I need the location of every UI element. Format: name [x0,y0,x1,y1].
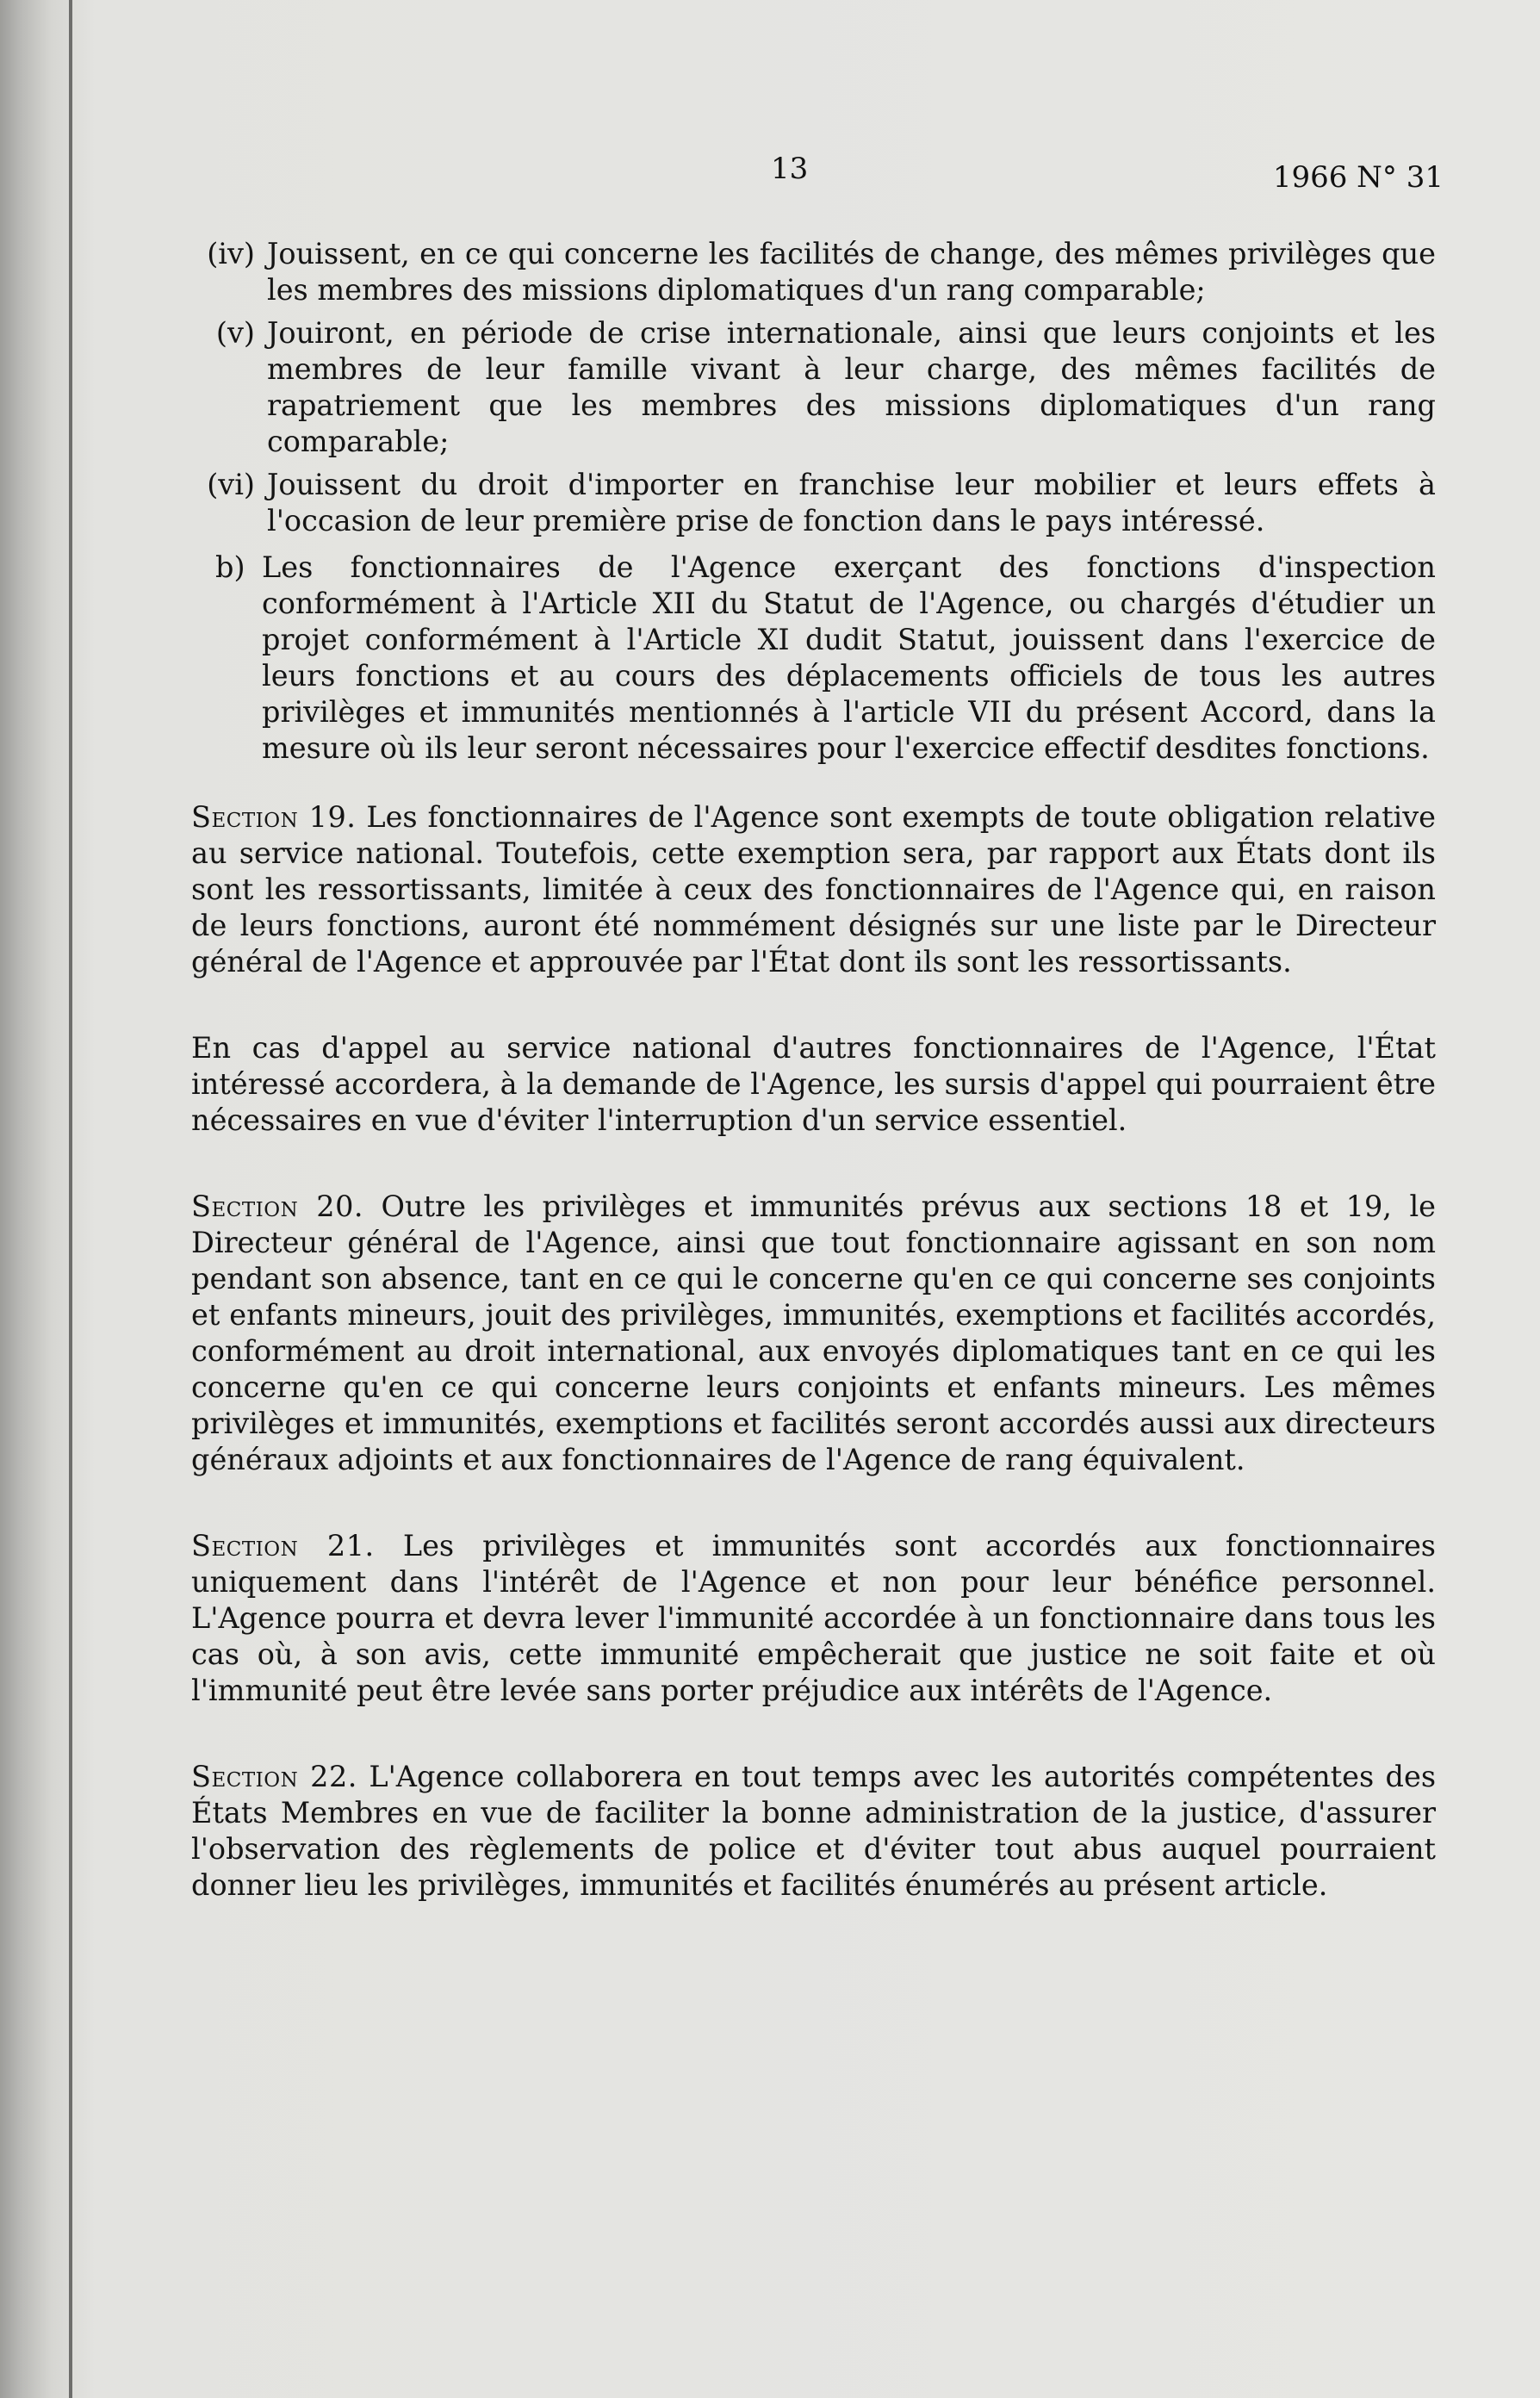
section-label: Section 20. [191,1190,364,1223]
section-21-paragraph [191,1528,1436,1709]
document-body [191,236,1436,1933]
section-label: Section 21. [191,1529,375,1562]
list-item-v [191,315,1436,460]
document-year-number: 1966 N° 31 [1272,160,1444,195]
list-item-iv [191,236,1436,308]
list-item-text: Jouiront, en période de crise internationale, ainsi que leurs conjoints et les membres de leur famille vivant à leur charge, des mêmes facilités de rapatriement que les membres des missions diplomatiques d'un rang comparable; [267,316,1436,458]
section-label: Section 22. [191,1760,357,1793]
section-label: Section 19. [191,800,357,834]
section-text: En cas d'appel au service national d'autres fonctionnaires de l'Agence, l'État intéressé accordera, à la demande de l'Agence, les sursis d'appel qui pourraient être nécessaires en vue d'éviter l'interruption d'un service essentiel. [191,1031,1436,1137]
section-19-paragraph [191,799,1436,980]
section-22-paragraph [191,1759,1436,1904]
section-20-paragraph [191,1189,1436,1478]
page-header [0,152,1540,203]
list-item-marker: (vi) [207,468,255,501]
section-text: L'Agence collaborera en tout temps avec les autorités compétentes des États Membres en vue de faciliter la bonne administration de la justice, d'assurer l'observation des règlements de police et d'éviter tout abus auquel pourraient donner lieu les privilèges, immunités et facilités énumérés au présent article. [191,1760,1437,1902]
list-item-text: Les fonctionnaires de l'Agence exerçant des fonctions d'inspection conformément à l'Article XII du Statut de l'Agence, ou chargés d'étudier un projet conformément à l'Article XI dudit Statut, jouissent dans l'exercice de leurs fonctions et au cours des déplacements officiels de tous les autres privilèges et immunités mentionnés à l'article VII du présent Accord, dans la mesure où ils leur seront nécessaires pour l'exercice effectif desdites fonctions. [262,550,1436,765]
section-text: Les fonctionnaires de l'Agence sont exempts de toute obligation relative au service national. Toutefois, cette exemption sera, par rapport aux États dont ils sont les ressortissants, limitée à ceux des fonctionnaires de l'Agence qui, en raison de leurs fonctions, auront été nommément désignés sur une liste par le Directeur général de l'Agence et approuvée par l'État dont ils sont les ressortissants. [191,800,1436,978]
list-item-b [191,550,1436,767]
page-number: 13 [771,152,809,186]
list-item-text: Jouissent du droit d'importer en franchise leur mobilier et leurs effets à l'occasion de leur première prise de fonction dans le pays intéressé. [267,468,1436,537]
section-19-continuation-paragraph [191,1030,1436,1139]
list-item-marker: b) [215,550,245,584]
section-text: Outre les privilèges et immunités prévus aux sections 18 et 19, le Directeur général de l'Agence, ainsi que tout fonctionnaire agissant en son nom pendant son absence, tant en ce qui le concerne qu'en ce qui concerne ses conjoints et enfants mineurs, jouit des privilèges, immunités, exemptions et facilités accordés, conformément au droit international, aux envoyés diplomatiques tant en ce qui les concerne qu'en ce qui concerne leurs conjoints et enfants mineurs. Les mêmes privilèges et immunités, exemptions et facilités seront accordés aussi aux directeurs généraux adjoints et aux fonctionnaires de l'Agence de rang équivalent. [191,1190,1437,1476]
list-item-vi [191,467,1436,539]
page-binding-edge [69,0,72,2398]
section-text: Les privilèges et immunités sont accordés aux fonctionnaires uniquement dans l'intérêt de l'Agence et non pour leur bénéfice personnel. L'Agence pourra et devra lever l'immunité accordée à un fonctionnaire dans tous les cas où, à son avis, cette immunité empêcherait que justice ne soit faite et où l'immunité peut être levée sans porter préjudice aux intérêts de l'Agence. [191,1529,1436,1707]
list-item-text: Jouissent, en ce qui concerne les facilités de change, des mêmes privilèges que les membres des missions diplomatiques d'un rang comparable; [267,237,1436,307]
list-item-marker: (iv) [207,237,255,270]
list-item-marker: (v) [215,316,255,350]
